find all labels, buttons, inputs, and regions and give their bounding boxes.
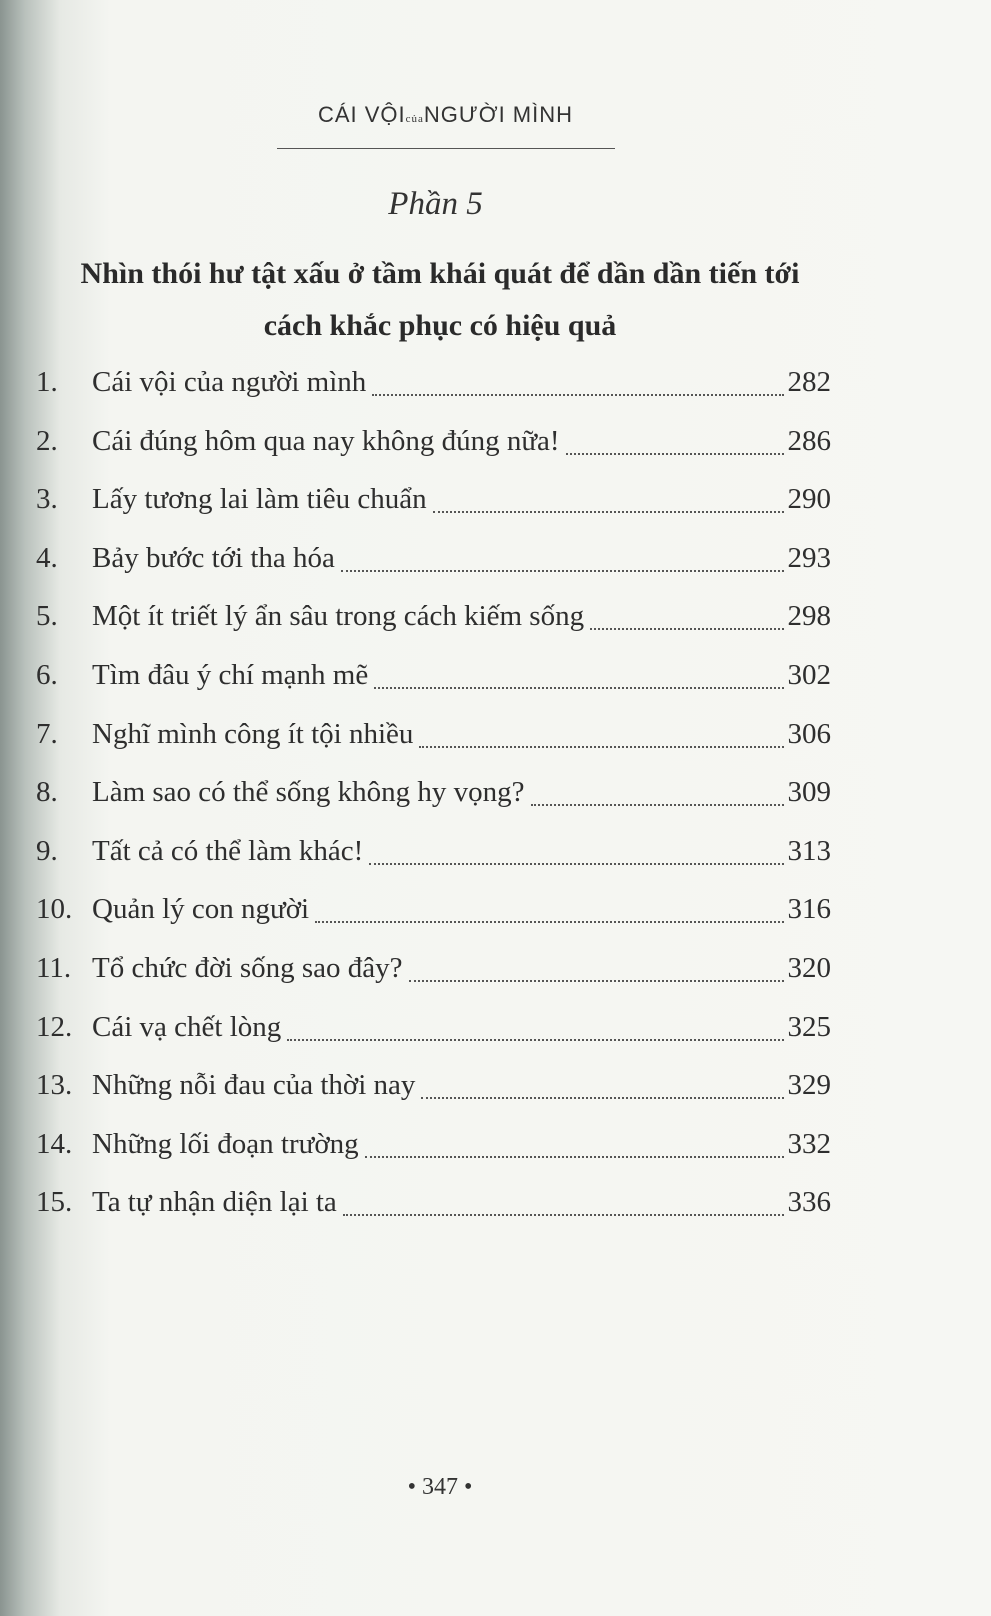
toc-entry-title: Cái vạ chết lòng <box>92 1010 282 1043</box>
part-title <box>40 248 840 352</box>
toc-leader-dots <box>341 570 784 572</box>
toc-leader-dots <box>372 394 784 396</box>
toc-entry-page: 298 <box>787 600 831 633</box>
toc-entry <box>0 592 991 642</box>
toc-entry-number: 5. <box>36 600 58 633</box>
toc-leader-dots <box>419 746 784 748</box>
toc-entry-page: 325 <box>787 1010 831 1043</box>
toc-entry-title: Bảy bước tới tha hóa <box>92 541 335 574</box>
running-head <box>0 102 891 128</box>
toc-entry-number: 1. <box>36 366 58 398</box>
part-title-line2: cách khắc phục có hiệu quả <box>263 309 617 342</box>
toc-leader-dots <box>365 1156 784 1158</box>
toc-entry <box>0 475 991 525</box>
toc-entry-title: Lấy tương lai làm tiêu chuẩn <box>92 483 427 516</box>
toc-entry-page: 313 <box>787 834 831 867</box>
toc-entry <box>0 827 991 877</box>
toc-entry-number: 2. <box>36 424 58 457</box>
toc-entry <box>0 358 991 408</box>
toc-entry-page: 329 <box>787 1069 831 1102</box>
toc-entry-number: 9. <box>36 834 58 867</box>
part-title-line1: Nhìn thói hư tật xấu ở tầm khái quát để dần dần tiến tới <box>80 257 800 290</box>
toc-entry-title: Tổ chức đời sống sao đây? <box>92 952 403 984</box>
toc-entry-number: 11. <box>36 952 72 984</box>
toc-leader-dots <box>369 863 784 865</box>
toc-entry-number: 13. <box>36 1069 73 1102</box>
toc-entry <box>0 651 991 701</box>
toc-entry-page: 290 <box>787 483 831 516</box>
toc-entry-number: 3. <box>36 483 58 516</box>
book-title-part2: NGƯỜI MÌNH <box>423 102 574 127</box>
toc-entry-page: 306 <box>787 717 831 750</box>
toc-leader-dots <box>590 628 784 630</box>
toc-entry-title: Nghĩ mình công ít tội nhiều <box>92 717 414 750</box>
book-title-part1: CÁI VỘI <box>317 102 406 127</box>
page-number: • 347 • <box>407 1474 473 1500</box>
toc-entry-page: 286 <box>787 424 831 457</box>
toc-entry <box>0 1120 991 1170</box>
toc-entry-title: Làm sao có thể sống không hy vọng? <box>92 776 525 809</box>
toc-entry-title: Cái vội của người mình <box>92 366 367 398</box>
toc-entry-page: 332 <box>787 1127 831 1160</box>
toc-leader-dots <box>421 1097 784 1099</box>
book-title-small: của <box>405 113 424 125</box>
toc-entry-page: 282 <box>787 366 831 398</box>
toc-entry <box>0 534 991 584</box>
toc-entry-page: 316 <box>787 893 831 926</box>
toc-leader-dots <box>374 687 784 689</box>
toc-entry-number: 8. <box>36 776 58 809</box>
toc-entry-number: 7. <box>36 717 58 750</box>
toc-entry <box>0 768 991 818</box>
toc-entry-page: 293 <box>787 541 831 574</box>
toc-leader-dots <box>315 921 784 923</box>
toc-entry-title: Tất cả có thể làm khác! <box>92 834 364 867</box>
toc-entry-title: Tìm đâu ý chí mạnh mẽ <box>92 659 369 691</box>
header-rule <box>277 148 615 149</box>
toc-entry-title: Một ít triết lý ẩn sâu trong cách kiếm sống <box>92 600 585 633</box>
toc-entry-title: Những nỗi đau của thời nay <box>92 1069 416 1102</box>
toc-entry-title: Ta tự nhận diện lại ta <box>92 1186 337 1219</box>
toc-entry-number: 15. <box>36 1186 73 1219</box>
toc-leader-dots <box>343 1214 784 1216</box>
toc-entry-title: Cái đúng hôm qua nay không đúng nữa! <box>92 424 560 457</box>
toc-entry-number: 4. <box>36 541 58 574</box>
toc-leader-dots <box>566 453 784 455</box>
toc-leader-dots <box>409 980 784 982</box>
toc-entry <box>0 1003 991 1053</box>
toc-entry-title: Quản lý con người <box>92 893 310 926</box>
toc-entry-number: 6. <box>36 659 58 691</box>
toc-entry-number: 12. <box>36 1010 73 1043</box>
toc-leader-dots <box>433 511 784 513</box>
toc-entry-number: 10. <box>36 893 73 926</box>
toc-entry-page: 309 <box>787 776 831 809</box>
toc-entry <box>0 944 991 994</box>
toc-entry <box>0 710 991 760</box>
toc-leader-dots <box>287 1039 784 1041</box>
toc-entry <box>0 1061 991 1111</box>
toc-entry <box>0 885 991 935</box>
toc-entry-page: 336 <box>787 1186 831 1219</box>
toc-entry-page: 320 <box>787 952 831 984</box>
toc-entry <box>0 417 991 467</box>
toc-entry-title: Những lối đoạn trường <box>92 1127 359 1160</box>
toc-entry-page: 302 <box>787 659 831 691</box>
part-label: Phần 5 <box>388 186 483 222</box>
toc-entry <box>0 1178 991 1228</box>
toc-leader-dots <box>531 804 784 806</box>
toc-entry-number: 14. <box>36 1127 73 1160</box>
